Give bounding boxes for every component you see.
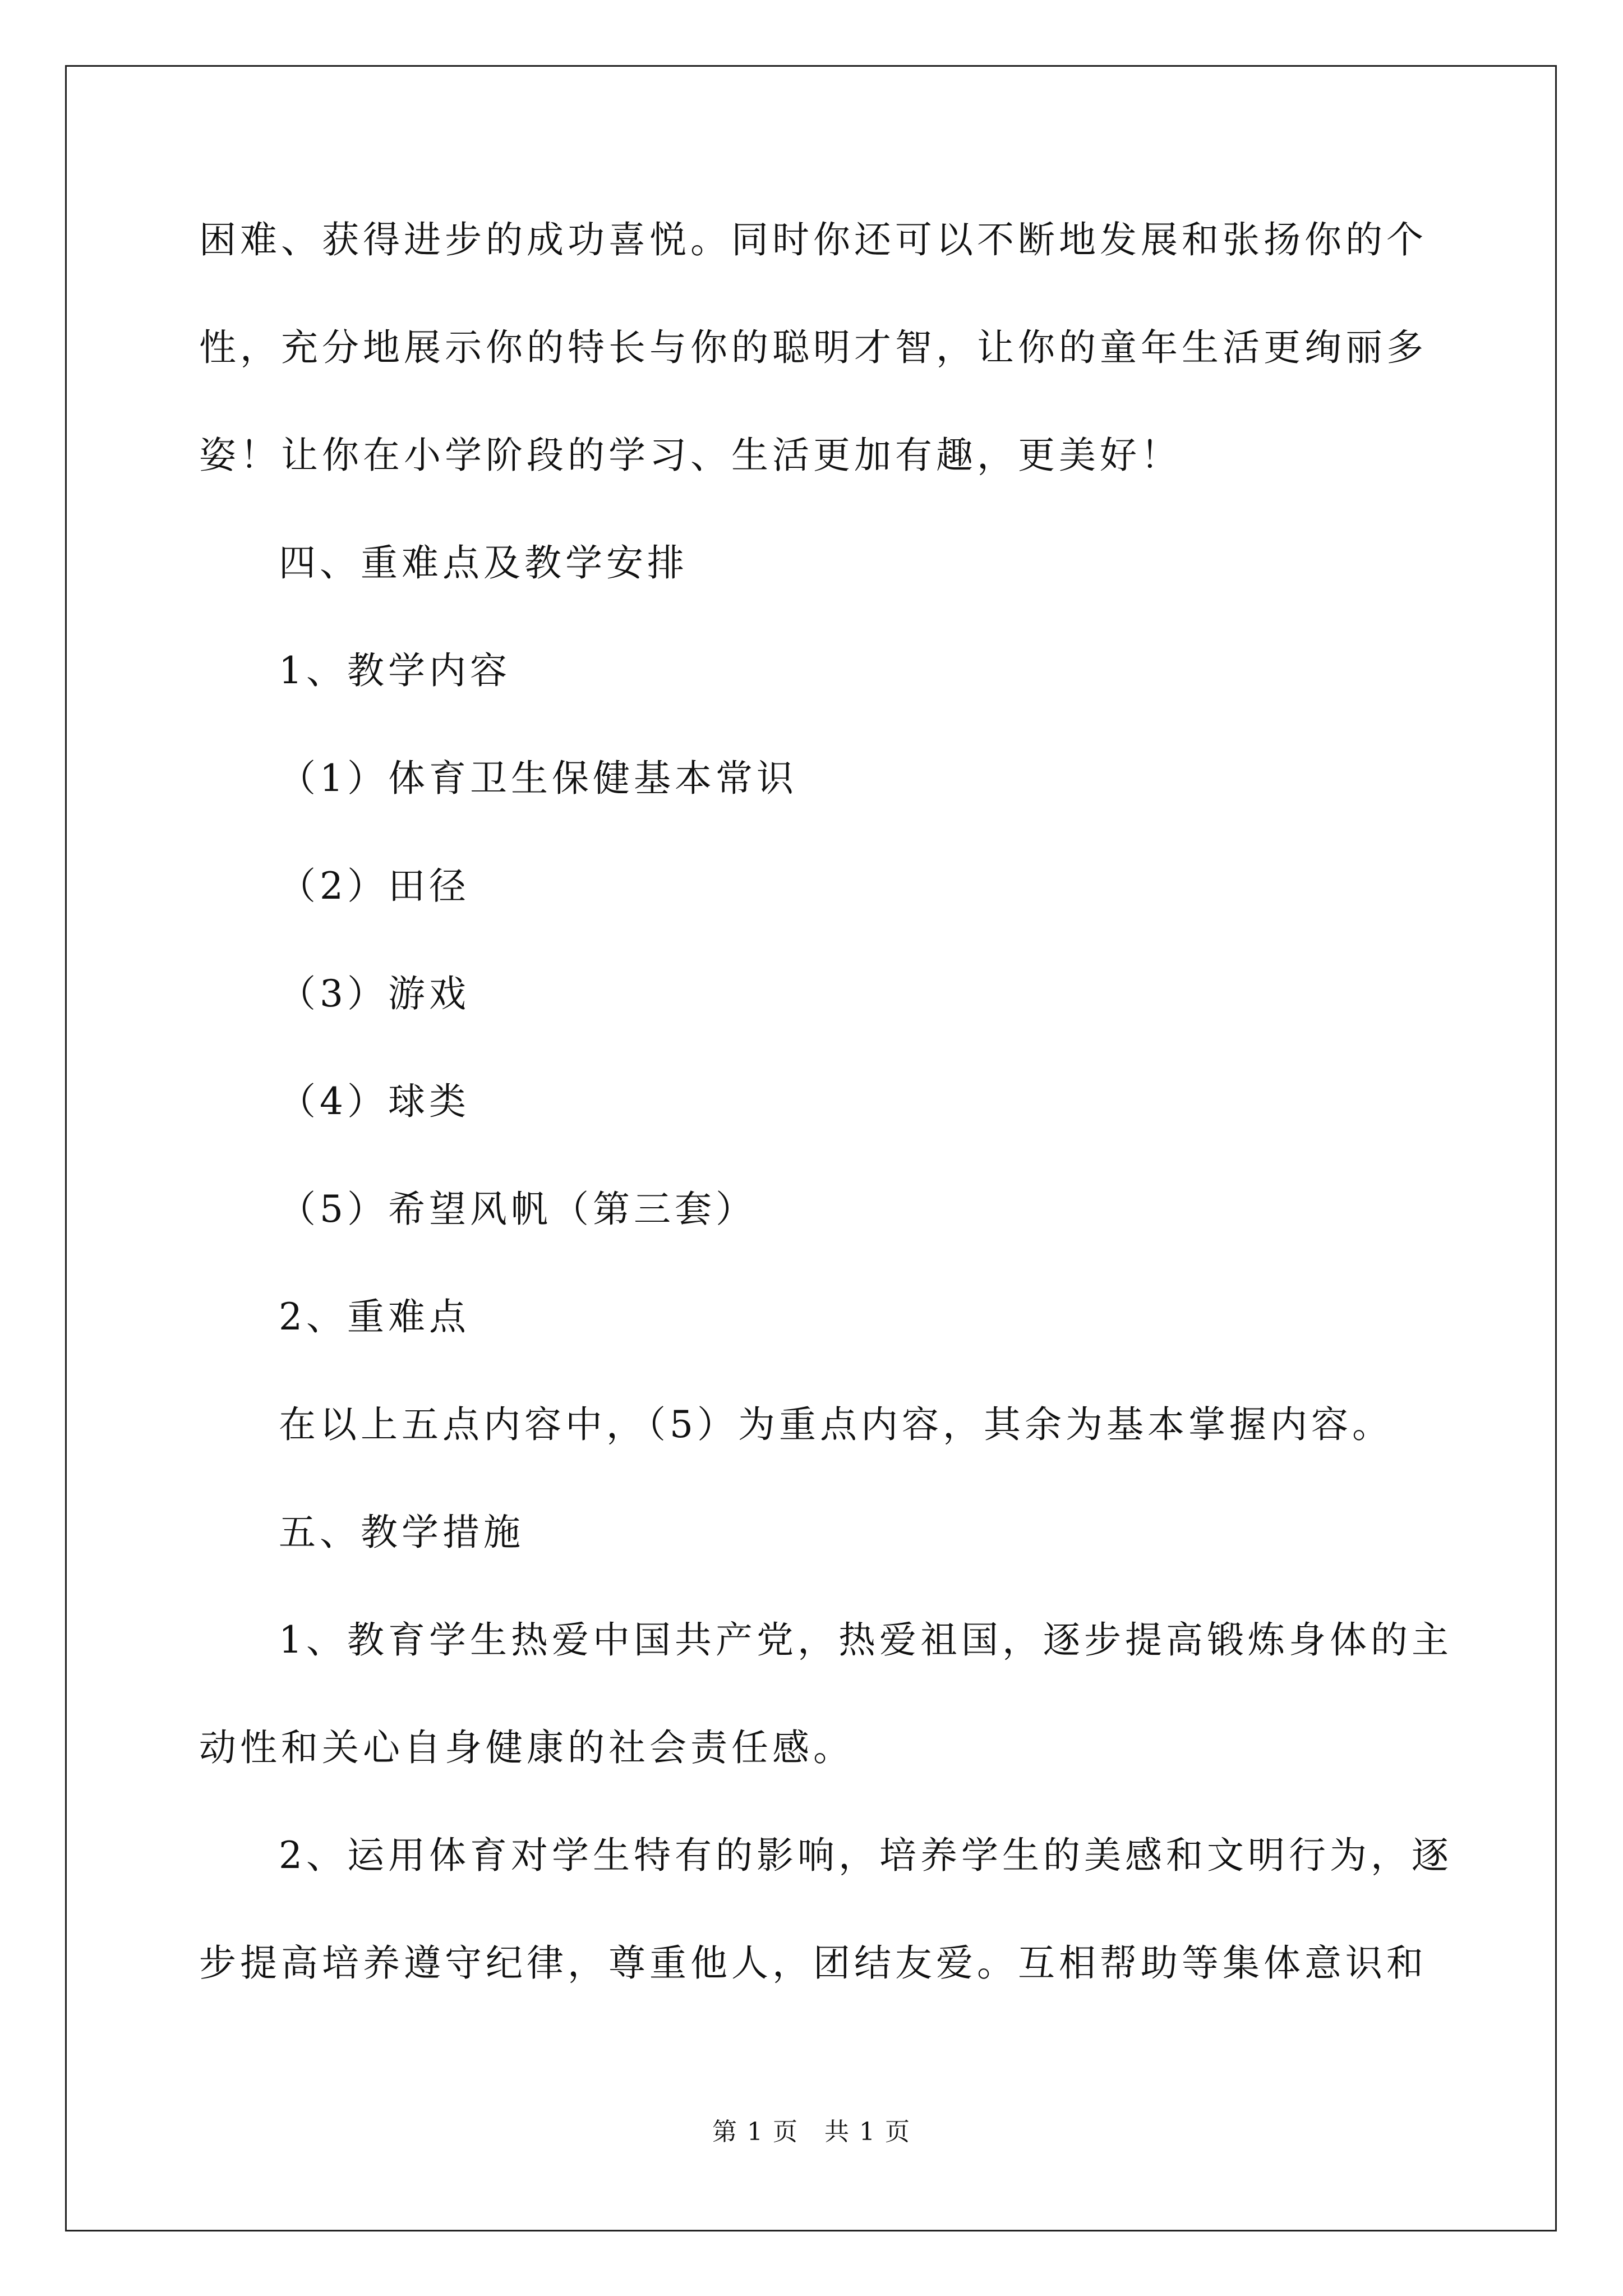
list-item-4: （4）球类	[279, 1080, 470, 1123]
section-heading-4: 四、重难点及教学安排	[279, 541, 688, 585]
measure-2-line-1: 2、运用体育对学生特有的影响，培养学生的美感和文明行为，逐	[279, 1834, 1453, 1877]
list-item-1: （1）体育卫生保健基本常识	[279, 757, 797, 800]
list-item-2: （2）田径	[279, 864, 470, 908]
text-line-2: 性，充分地展示你的特长与你的聪明才智，让你的童年生活更绚丽多	[199, 326, 1427, 369]
subheading-key-points: 2、重难点	[279, 1295, 470, 1338]
section-heading-5: 五、教学措施	[279, 1511, 524, 1554]
subheading-teaching-content: 1、教学内容	[279, 649, 511, 692]
text-line-1: 困难、获得进步的成功喜悦。同时你还可以不断地发展和张扬你的个	[199, 218, 1427, 261]
body-key-points: 在以上五点内容中，（5）为重点内容，其余为基本掌握内容。	[279, 1403, 1393, 1446]
page-border	[65, 65, 1557, 2231]
measure-2-line-2: 步提高培养遵守纪律，尊重他人，团结友爱。互相帮助等集体意识和	[199, 1941, 1427, 1985]
page-number-footer: 第 1 页 共 1 页	[712, 2118, 911, 2146]
list-item-3: （3）游戏	[279, 972, 470, 1015]
measure-1-line-2: 动性和关心自身健康的社会责任感。	[199, 1726, 854, 1769]
list-item-5: （5）希望风帆（第三套）	[279, 1188, 757, 1231]
measure-1-line-1: 1、教育学生热爱中国共产党，热爱祖国，逐步提高锻炼身体的主	[279, 1618, 1453, 1662]
text-line-3: 姿！让你在小学阶段的学习、生活更加有趣，更美好！	[199, 434, 1182, 477]
